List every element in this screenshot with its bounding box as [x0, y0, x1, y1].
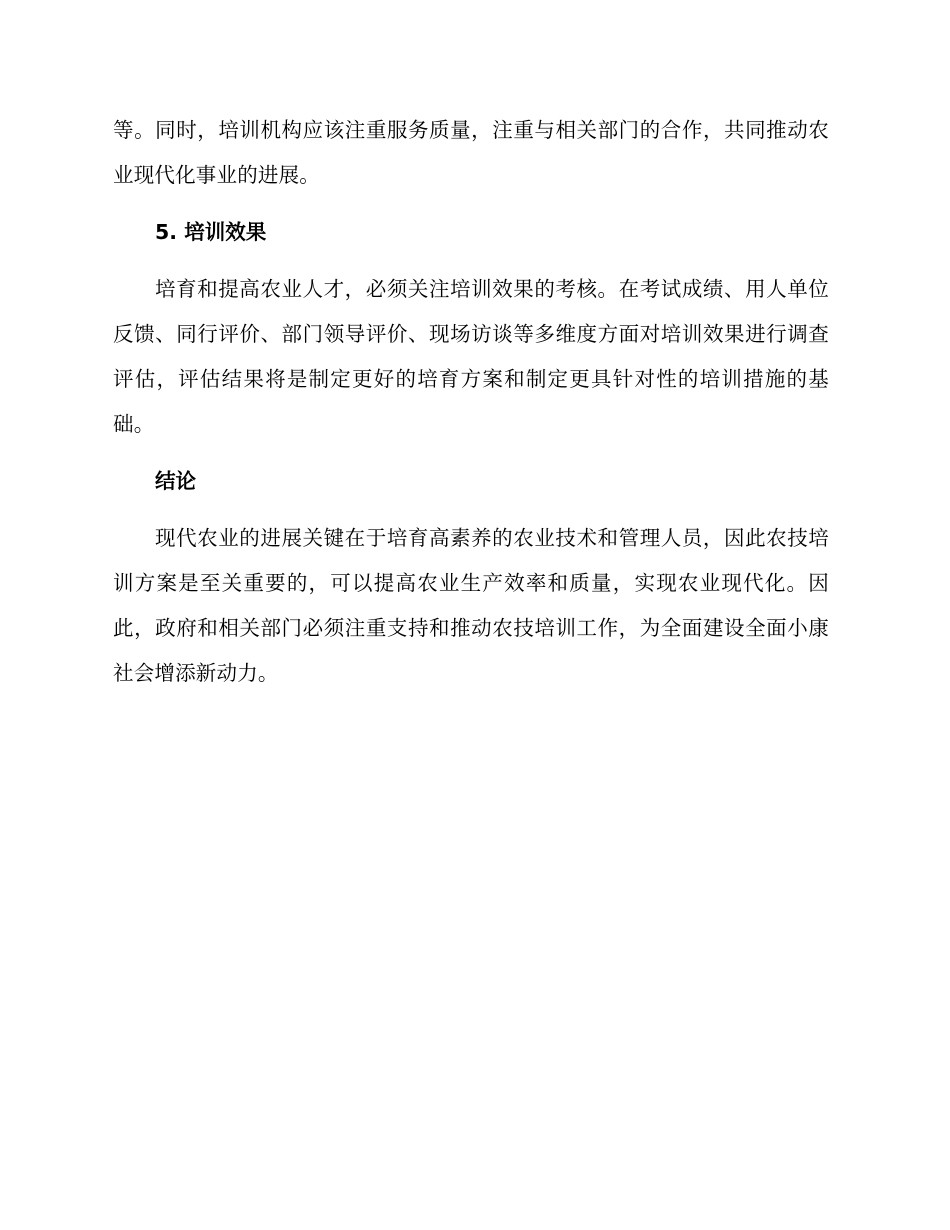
section-heading-conclusion: 结论 — [155, 469, 196, 493]
section-heading-training-effect: 5. 培训效果 — [155, 220, 267, 244]
paragraph-conclusion: 现代农业的进展关键在于培育高素养的农业技术和管理人员，因此农技培训方案是至关重要的，可以提高农业生产效率和质量，实现农业现代化。因此，政府和相关部门必须注重支持和推动农技培训工作，为全面建设全面小康社会增添新动力。 — [113, 526, 829, 685]
spacer — [113, 255, 829, 267]
paragraph-continued: 等。同时，培训机构应该注重服务质量，注重与相关部门的合作，共同推动农业现代化事业的进展。 — [113, 118, 829, 187]
paragraph-training-effect: 培育和提高农业人才，必须关注培训效果的考核。在考试成绩、用人单位反馈、同行评价、部门领导评价、现场访谈等多维度方面对培训效果进行调查评估，评估结果将是制定更好的培育方案和制定更具针对性的培训措施的基础。 — [113, 277, 829, 436]
document-content — [113, 108, 829, 696]
spacer — [113, 447, 829, 459]
spacer — [113, 504, 829, 516]
spacer — [113, 198, 829, 210]
